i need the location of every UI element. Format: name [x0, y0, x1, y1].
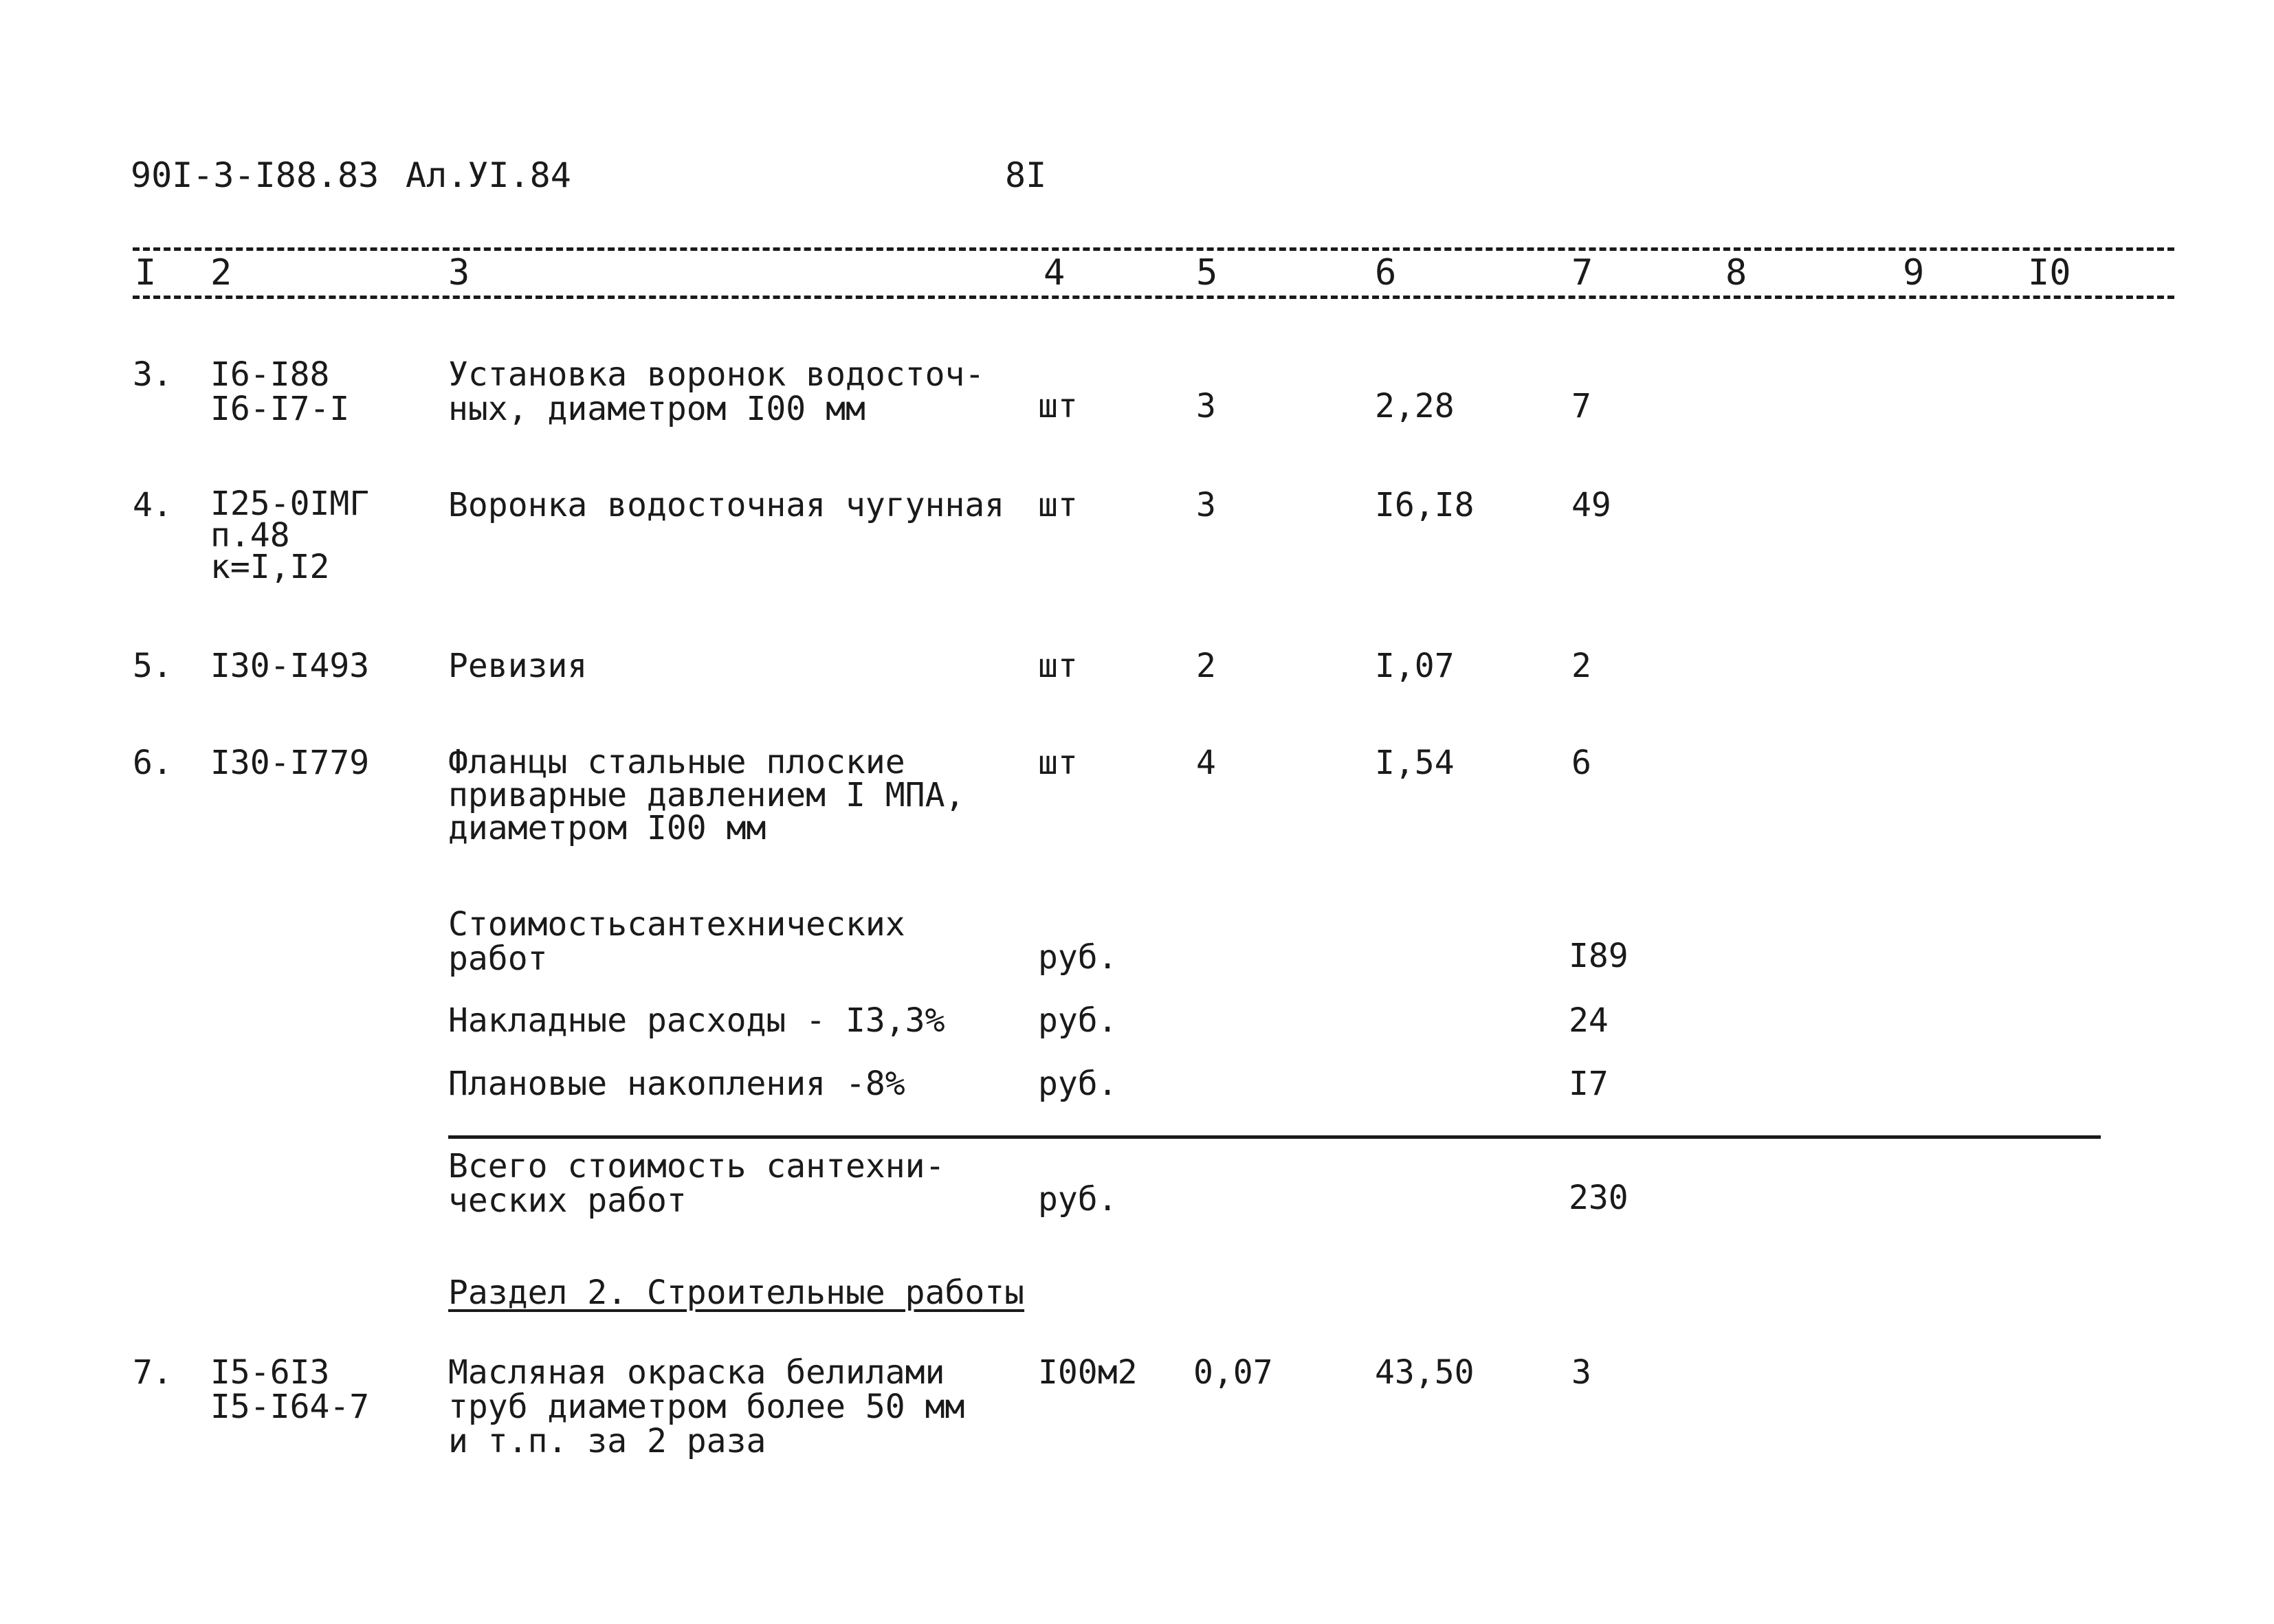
column-number: 3 — [448, 252, 470, 293]
row-total: 3 — [1571, 1353, 1591, 1392]
summary-unit: руб. — [1038, 938, 1118, 977]
row-quantity: 3 — [1196, 387, 1216, 425]
column-number: 4 — [1044, 252, 1066, 293]
grand-total-label: Всего стоимость сантехни- ческих работ — [448, 1147, 945, 1220]
document-code: 90I-3-I88.83 — [131, 155, 379, 195]
row-unit: шт — [1038, 744, 1078, 782]
row-quantity: 4 — [1196, 744, 1216, 782]
summary-total: I89 — [1569, 937, 1629, 975]
row-code: I25-0IМГ п.48 к=I,I2 — [210, 485, 370, 586]
row-unit: шт — [1038, 647, 1078, 685]
row-total: 2 — [1571, 647, 1591, 685]
row-price: 43,50 — [1375, 1353, 1475, 1392]
row-total: 49 — [1571, 486, 1611, 524]
row-name: Воронка водосточная чугунная — [448, 486, 1005, 524]
row-price: I,54 — [1375, 744, 1455, 782]
album-number: Ал.УI.84 — [406, 155, 571, 195]
column-number: 2 — [210, 252, 232, 293]
row-code: I6-I88 I6-I7-I — [210, 355, 350, 428]
row-quantity: 3 — [1196, 486, 1216, 524]
row-name: Ревизия — [448, 647, 588, 685]
summary-label: Стоимостьсантехнических работ — [448, 905, 905, 978]
row-number: 4. — [133, 486, 173, 524]
section-title: Раздел 2. Строительные работы — [448, 1273, 1025, 1312]
row-price: 2,28 — [1375, 387, 1455, 425]
column-number: 8 — [1725, 252, 1747, 293]
row-code: I30-I779 — [210, 744, 370, 782]
row-quantity: 0,07 — [1193, 1353, 1273, 1392]
summary-total: 24 — [1569, 1001, 1609, 1040]
row-price: I,07 — [1375, 647, 1455, 685]
summary-label: Накладные расходы - I3,3% — [448, 1001, 945, 1040]
column-number: 6 — [1375, 252, 1397, 293]
row-code: I5-6I3 I5-I64-7 — [210, 1353, 370, 1426]
row-name: Фланцы стальные плоские приварные давлением I МПА, диаметром I00 мм — [448, 743, 965, 847]
summary-total: I7 — [1569, 1065, 1609, 1103]
summary-unit: руб. — [1038, 1001, 1118, 1040]
page-number: 8I — [1005, 155, 1047, 195]
row-unit: I00м2 — [1038, 1353, 1138, 1392]
summary-unit: руб. — [1038, 1065, 1118, 1103]
row-price: I6,I8 — [1375, 486, 1475, 524]
row-unit: шт — [1038, 387, 1078, 425]
column-number: 5 — [1196, 252, 1218, 293]
grand-total-unit: руб. — [1038, 1180, 1118, 1219]
row-unit: шт — [1038, 486, 1078, 524]
row-number: 5. — [133, 647, 173, 685]
row-number: 6. — [133, 744, 173, 782]
total-rule — [448, 1135, 2101, 1139]
row-name: Установка воронок водосточ- ных, диаметром I00 мм — [448, 355, 985, 428]
row-number: 3. — [133, 355, 173, 394]
row-total: 7 — [1571, 387, 1591, 425]
row-code: I30-I493 — [210, 647, 370, 685]
row-name: Масляная окраска белилами труб диаметром более 50 мм и т.п. за 2 раза — [448, 1353, 965, 1460]
column-number: I — [135, 252, 157, 293]
row-quantity: 2 — [1196, 647, 1216, 685]
header-bottom-rule — [133, 296, 2174, 299]
column-number: I0 — [2028, 252, 2071, 293]
column-number: 7 — [1571, 252, 1593, 293]
header-top-rule — [133, 247, 2174, 251]
summary-label: Плановые накопления -8% — [448, 1065, 905, 1103]
row-total: 6 — [1571, 744, 1591, 782]
grand-total-value: 230 — [1569, 1179, 1629, 1217]
row-number: 7. — [133, 1353, 173, 1392]
column-number: 9 — [1903, 252, 1925, 293]
